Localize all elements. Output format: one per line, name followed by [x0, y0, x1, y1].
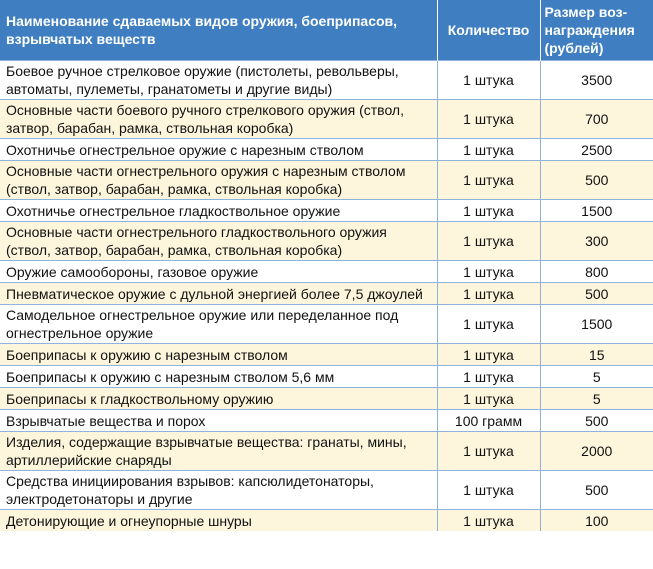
row-reward: 2000: [540, 432, 653, 471]
table-row: [0, 161, 653, 200]
row-quantity: 1 штука: [437, 283, 540, 305]
row-item: Оружие самообороны, газовое оружие: [0, 261, 437, 283]
row-quantity: 1 штука: [437, 432, 540, 471]
header-item: Наименование сдаваемых видов оружия, боеприпасов, взрывчатых веществ: [0, 0, 437, 61]
row-reward: 500: [540, 161, 653, 200]
row-reward: 700: [540, 100, 653, 139]
row-item: Средства инициирования взрывов: капсюлидетонаторы, электродетонаторы и другие: [0, 471, 437, 510]
table-row: [0, 305, 653, 344]
table-row: [0, 510, 653, 532]
row-item: Основные части огнестрельного оружия с нарезным стволом (ствол, затвор, барабан, рамка, ствольная коробка): [0, 161, 437, 200]
row-quantity: 1 штука: [437, 161, 540, 200]
row-quantity: 1 штука: [437, 510, 540, 532]
row-reward: 100: [540, 510, 653, 532]
row-item: Изделия, содержащие взрывчатые вещества: гранаты, мины, артиллерийские снаряды: [0, 432, 437, 471]
row-reward: 800: [540, 261, 653, 283]
row-item: Взрывчатые вещества и порох: [0, 410, 437, 432]
row-quantity: 1 штука: [437, 222, 540, 261]
row-reward: 500: [540, 283, 653, 305]
row-reward: 5: [540, 388, 653, 410]
row-item: Детонирующие и огнеупорные шнуры: [0, 510, 437, 532]
table-row: [0, 200, 653, 222]
row-reward: 500: [540, 410, 653, 432]
row-item: Боеприпасы к оружию с нарезным стволом: [0, 344, 437, 366]
row-reward: 2500: [540, 139, 653, 161]
row-reward: 1500: [540, 200, 653, 222]
row-quantity: 1 штука: [437, 61, 540, 100]
row-quantity: 1 штука: [437, 366, 540, 388]
table-row: [0, 366, 653, 388]
table-row: [0, 432, 653, 471]
row-reward: 5: [540, 366, 653, 388]
table-row: [0, 261, 653, 283]
table-body: [0, 61, 653, 532]
row-reward: 500: [540, 471, 653, 510]
table-row: [0, 344, 653, 366]
table-row: [0, 410, 653, 432]
row-quantity: 1 штука: [437, 344, 540, 366]
table-header: [0, 0, 653, 61]
table-row: [0, 283, 653, 305]
row-item: Боеприпасы к гладкоствольному оружию: [0, 388, 437, 410]
row-item: Охотничье огнестрельное оружие с нарезным стволом: [0, 139, 437, 161]
row-item: Боеприпасы к оружию с нарезным стволом 5,6 мм: [0, 366, 437, 388]
header-reward: Размер воз-награждения (рублей): [540, 0, 653, 61]
row-item: Основные части боевого ручного стрелкового оружия (ствол, затвор, барабан, рамка, ствольная коробка): [0, 100, 437, 139]
table-row: [0, 388, 653, 410]
row-quantity: 1 штука: [437, 261, 540, 283]
row-item: Боевое ручное стрелковое оружие (пистолеты, револьверы, автоматы, пулеметы, гранатометы и другие виды): [0, 61, 437, 100]
row-quantity: 1 штука: [437, 471, 540, 510]
table-row: [0, 61, 653, 100]
row-quantity: 100 грамм: [437, 410, 540, 432]
table-row: [0, 222, 653, 261]
row-quantity: 1 штука: [437, 388, 540, 410]
header-row: [0, 0, 653, 61]
row-item: Самодельное огнестрельное оружие или переделанное под огнестрельное оружие: [0, 305, 437, 344]
row-reward: 1500: [540, 305, 653, 344]
table-row: [0, 139, 653, 161]
header-quantity: Количество: [437, 0, 540, 61]
table-row: [0, 100, 653, 139]
row-quantity: 1 штука: [437, 100, 540, 139]
table-row: [0, 471, 653, 510]
row-quantity: 1 штука: [437, 200, 540, 222]
row-item: Основные части огнестрельного гладкоствольного оружия (ствол, затвор, барабан, рамка, ствольная коробка): [0, 222, 437, 261]
row-item: Пневматическое оружие с дульной энергией более 7,5 джоулей: [0, 283, 437, 305]
row-item: Охотничье огнестрельное гладкоствольное оружие: [0, 200, 437, 222]
row-quantity: 1 штука: [437, 305, 540, 344]
row-reward: 3500: [540, 61, 653, 100]
row-reward: 15: [540, 344, 653, 366]
row-reward: 300: [540, 222, 653, 261]
row-quantity: 1 штука: [437, 139, 540, 161]
